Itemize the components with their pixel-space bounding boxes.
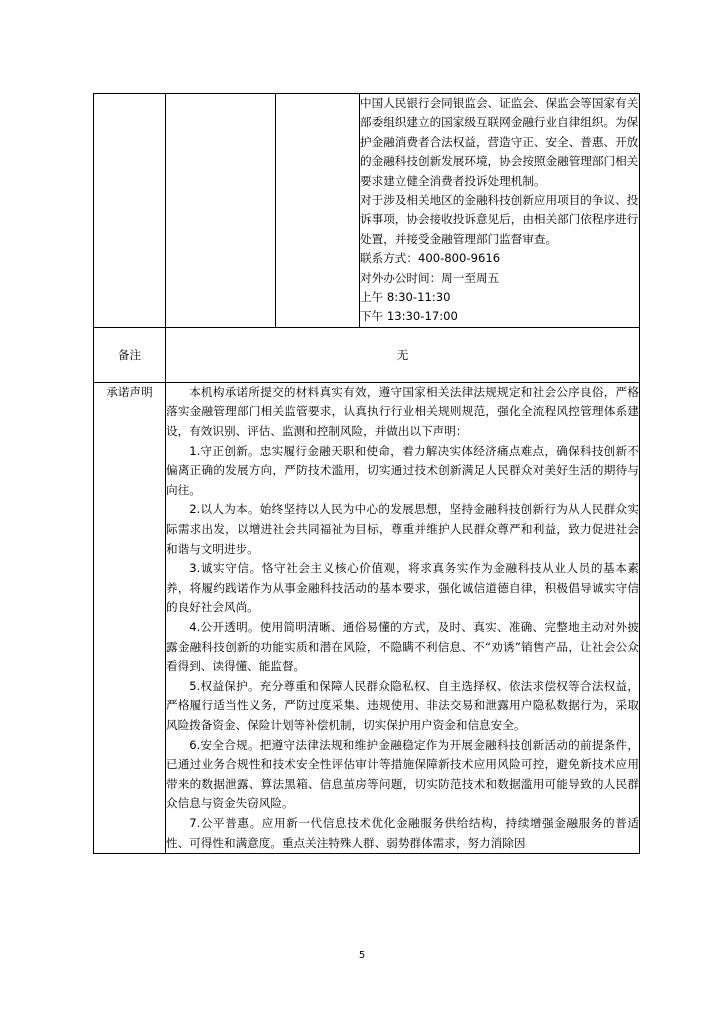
remark-row — [94, 327, 640, 382]
contact-phone: 联系方式：400-800-9616 — [360, 251, 501, 266]
contact-dispute: 对于涉及相关地区的金融科技创新应用项目的争议、投诉事项，协会接收投诉意见后，由相关部门依程序进行处置，并接受金融管理部门监督审查。 — [360, 193, 639, 246]
contact-intro: 中国人民银行会同银监会、证监会、保监会等国家有关部委组织建立的国家级互联网金融行业自律组织。为保护金融消费者合法权益，营造守正、安全、普惠、开放的金融科技创新发展环境，协会按照金融管理部门相关要求建立健全消费者投诉处理机制。 — [360, 96, 639, 188]
pledge-item-1: 1.守正创新。忠实履行金融天职和使命，着力解决实体经济痛点难点，确保科技创新不偏离正确的发展方向，严防技术滥用，切实通过技术创新满足人民群众对美好生活的期待与向往。 — [166, 443, 639, 497]
pledge-item-3: 3.诚实守信。恪守社会主义核心价值观，将求真务实作为金融科技从业人员的基本素养，将履约践诺作为从事金融科技活动的基本要求，强化诚信道德自律，积极倡导诚实守信的良好社会风尚。 — [166, 561, 639, 615]
empty-cell-2 — [166, 94, 276, 328]
contact-morning-hours: 上午 8:30-11:30 — [360, 290, 451, 305]
remark-value: 无 — [166, 327, 640, 382]
pledge-label: 承诺声明 — [94, 382, 166, 853]
page-number: 5 — [358, 950, 366, 961]
pledge-intro: 本机构承诺所提交的材料真实有效，遵守国家相关法律法规规定和社会公序良俗，严格落实金融管理部门相关监管要求，认真执行行业相关规则规范，强化全流程风控管理体系建设，有效识别、评估、监测和控制风险，并做出以下声明： — [166, 384, 639, 439]
remark-label: 备注 — [94, 327, 166, 382]
document-table — [93, 93, 640, 854]
pledge-content — [166, 382, 640, 853]
contact-afternoon-hours: 下午 13:30-17:00 — [360, 309, 458, 324]
pledge-item-4: 4.公开透明。使用简明清晰、通俗易懂的方式，及时、真实、准确、完整地主动对外披露金融科技创新的功能实质和潜在风险，不隐瞒不利信息、不“劝诱”销售产品，让社会公众看得到、读得懂、能监督。 — [166, 620, 639, 674]
pledge-item-2: 2.以人为本。始终坚持以人民为中心的发展思想，坚持金融科技创新行为从人民群众实际需求出发，以增进社会共同福祉为目标，尊重并维护人民群众尊严和利益，致力促进社会和谐与文明进步。 — [166, 502, 639, 556]
contact-office-days: 对外办公时间：周一至周五 — [360, 270, 500, 285]
pledge-item-5: 5.权益保护。充分尊重和保障人民群众隐私权、自主选择权、依法求偿权等合法权益，严格履行适当性义务，严防过度采集、违规使用、非法交易和泄露用户隐私数据行为，采取风险拨备资金、保险计划等补偿机制，切实保护用户资金和信息安全。 — [166, 678, 639, 732]
pledge-row — [94, 382, 640, 853]
contact-row — [94, 94, 640, 328]
empty-cell-3 — [276, 94, 360, 328]
empty-cell-1 — [94, 94, 166, 328]
contact-info-cell — [360, 94, 640, 328]
pledge-item-7: 7.公平普惠。应用新一代信息技术优化金融服务供给结构，持续增强金融服务的普适性、可得性和满意度。重点关注特殊人群、弱势群体需求，努力消除因 — [166, 815, 639, 850]
pledge-item-6: 6.安全合规。把遵守法律法规和维护金融稳定作为开展金融科技创新活动的前提条件，已通过业务合规性和技术安全性评估审计等措施保障新技术应用风险可控，避免新技术应用带来的数据泄露、算法黑箱、信息茧房等问题，切实防范技术和数据滥用可能导致的人民群众信息与资金失窃风险。 — [166, 737, 639, 811]
